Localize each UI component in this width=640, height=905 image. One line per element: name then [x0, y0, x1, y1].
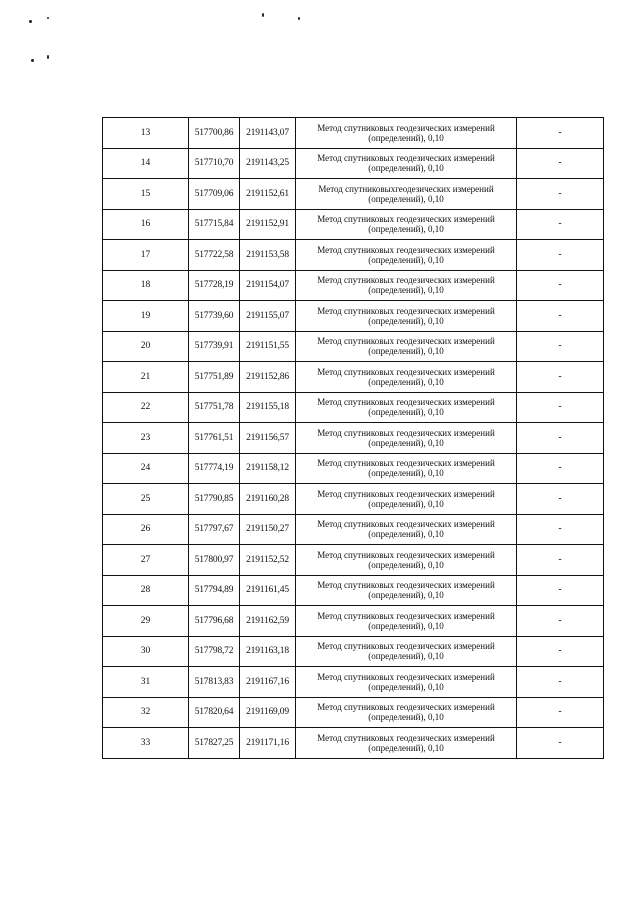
coordinate-y-cell: 2191171,16 [240, 728, 296, 759]
description-cell: - [517, 209, 604, 240]
description-cell: - [517, 362, 604, 393]
point-number-cell: 29 [103, 606, 189, 637]
point-number-cell: 16 [103, 209, 189, 240]
coordinate-x-cell: 517709,06 [189, 179, 240, 210]
coordinate-x-cell: 517722,58 [189, 240, 240, 271]
description-cell: - [517, 484, 604, 515]
table-row [103, 118, 604, 149]
table-row [103, 636, 604, 667]
point-number-cell: 31 [103, 667, 189, 698]
scan-speck [262, 13, 264, 17]
description-cell: - [517, 423, 604, 454]
description-cell: - [517, 453, 604, 484]
table-row [103, 301, 604, 332]
coordinate-y-cell: 2191143,25 [240, 148, 296, 179]
coordinate-x-cell: 517813,83 [189, 667, 240, 698]
coordinate-x-cell: 517800,97 [189, 545, 240, 576]
method-accuracy-cell: Метод спутниковых геодезических измерений (определений), 0,10 [296, 514, 517, 545]
method-accuracy-cell: Метод спутниковых геодезических измерений (определений), 0,10 [296, 575, 517, 606]
coordinate-y-cell: 2191158,12 [240, 453, 296, 484]
method-accuracy-cell: Метод спутниковыхгеодезических измерений (определений), 0,10 [296, 179, 517, 210]
method-accuracy-cell: Метод спутниковых геодезических измерений (определений), 0,10 [296, 270, 517, 301]
table-row [103, 575, 604, 606]
method-accuracy-cell: Метод спутниковых геодезических измерений (определений), 0,10 [296, 240, 517, 271]
scan-speck [29, 20, 32, 23]
method-accuracy-cell: Метод спутниковых геодезических измерений (определений), 0,10 [296, 331, 517, 362]
table-row [103, 270, 604, 301]
coordinate-y-cell: 2191153,58 [240, 240, 296, 271]
point-number-cell: 27 [103, 545, 189, 576]
table-body [103, 118, 604, 759]
scan-speck [47, 55, 49, 59]
table-row [103, 240, 604, 271]
description-cell: - [517, 667, 604, 698]
method-accuracy-cell: Метод спутниковых геодезических измерений (определений), 0,10 [296, 118, 517, 149]
method-accuracy-cell: Метод спутниковых геодезических измерений (определений), 0,10 [296, 209, 517, 240]
point-number-cell: 33 [103, 728, 189, 759]
coordinate-x-cell: 517739,60 [189, 301, 240, 332]
coordinate-x-cell: 517790,85 [189, 484, 240, 515]
description-cell: - [517, 606, 604, 637]
coordinate-y-cell: 2191167,16 [240, 667, 296, 698]
description-cell: - [517, 514, 604, 545]
method-accuracy-cell: Метод спутниковых геодезических измерений (определений), 0,10 [296, 697, 517, 728]
scan-speck [31, 59, 34, 62]
coordinate-y-cell: 2191156,57 [240, 423, 296, 454]
point-number-cell: 19 [103, 301, 189, 332]
table-row [103, 148, 604, 179]
table-row [103, 514, 604, 545]
method-accuracy-cell: Метод спутниковых геодезических измерений (определений), 0,10 [296, 362, 517, 393]
method-accuracy-cell: Метод спутниковых геодезических измерений (определений), 0,10 [296, 148, 517, 179]
point-number-cell: 20 [103, 331, 189, 362]
coordinate-y-cell: 2191155,07 [240, 301, 296, 332]
coordinate-y-cell: 2191152,91 [240, 209, 296, 240]
point-number-cell: 15 [103, 179, 189, 210]
coordinate-x-cell: 517797,67 [189, 514, 240, 545]
point-number-cell: 22 [103, 392, 189, 423]
table-row [103, 209, 604, 240]
description-cell: - [517, 728, 604, 759]
method-accuracy-cell: Метод спутниковых геодезических измерений (определений), 0,10 [296, 545, 517, 576]
description-cell: - [517, 179, 604, 210]
scan-speck [298, 17, 300, 20]
point-number-cell: 21 [103, 362, 189, 393]
scan-speck [47, 17, 49, 19]
table-row [103, 362, 604, 393]
method-accuracy-cell: Метод спутниковых геодезических измерений (определений), 0,10 [296, 392, 517, 423]
coordinate-x-cell: 517715,84 [189, 209, 240, 240]
coordinate-y-cell: 2191150,27 [240, 514, 296, 545]
coordinate-y-cell: 2191152,52 [240, 545, 296, 576]
coordinate-y-cell: 2191151,55 [240, 331, 296, 362]
coordinate-x-cell: 517700,86 [189, 118, 240, 149]
table-row [103, 423, 604, 454]
point-number-cell: 23 [103, 423, 189, 454]
coordinate-y-cell: 2191169,09 [240, 697, 296, 728]
coordinate-y-cell: 2191155,18 [240, 392, 296, 423]
method-accuracy-cell: Метод спутниковых геодезических измерений (определений), 0,10 [296, 423, 517, 454]
point-number-cell: 24 [103, 453, 189, 484]
table-row [103, 697, 604, 728]
coordinate-x-cell: 517820,64 [189, 697, 240, 728]
description-cell: - [517, 301, 604, 332]
coordinate-x-cell: 517728,19 [189, 270, 240, 301]
point-number-cell: 30 [103, 636, 189, 667]
table-row [103, 392, 604, 423]
coordinate-x-cell: 517798,72 [189, 636, 240, 667]
coordinate-x-cell: 517827,25 [189, 728, 240, 759]
coordinate-y-cell: 2191152,86 [240, 362, 296, 393]
coordinate-y-cell: 2191143,07 [240, 118, 296, 149]
coordinate-x-cell: 517751,78 [189, 392, 240, 423]
method-accuracy-cell: Метод спутниковых геодезических измерений (определений), 0,10 [296, 636, 517, 667]
description-cell: - [517, 240, 604, 271]
method-accuracy-cell: Метод спутниковых геодезических измерений (определений), 0,10 [296, 728, 517, 759]
point-number-cell: 13 [103, 118, 189, 149]
table-row [103, 453, 604, 484]
point-number-cell: 17 [103, 240, 189, 271]
table-row [103, 728, 604, 759]
coordinate-y-cell: 2191162,59 [240, 606, 296, 637]
method-accuracy-cell: Метод спутниковых геодезических измерений (определений), 0,10 [296, 453, 517, 484]
description-cell: - [517, 697, 604, 728]
coordinate-x-cell: 517761,51 [189, 423, 240, 454]
method-accuracy-cell: Метод спутниковых геодезических измерений (определений), 0,10 [296, 484, 517, 515]
table-row [103, 545, 604, 576]
table-row [103, 484, 604, 515]
description-cell: - [517, 575, 604, 606]
table-row [103, 179, 604, 210]
coordinate-y-cell: 2191160,28 [240, 484, 296, 515]
point-number-cell: 18 [103, 270, 189, 301]
description-cell: - [517, 392, 604, 423]
point-number-cell: 32 [103, 697, 189, 728]
method-accuracy-cell: Метод спутниковых геодезических измерений (определений), 0,10 [296, 301, 517, 332]
coordinate-x-cell: 517794,89 [189, 575, 240, 606]
description-cell: - [517, 118, 604, 149]
point-number-cell: 25 [103, 484, 189, 515]
table-row [103, 667, 604, 698]
coordinate-y-cell: 2191161,45 [240, 575, 296, 606]
table-row [103, 331, 604, 362]
coordinate-x-cell: 517796,68 [189, 606, 240, 637]
coordinate-x-cell: 517710,70 [189, 148, 240, 179]
coordinate-y-cell: 2191163,18 [240, 636, 296, 667]
description-cell: - [517, 148, 604, 179]
coordinate-x-cell: 517739,91 [189, 331, 240, 362]
coordinates-table [102, 117, 604, 759]
coordinate-y-cell: 2191154,07 [240, 270, 296, 301]
description-cell: - [517, 331, 604, 362]
point-number-cell: 28 [103, 575, 189, 606]
coordinate-y-cell: 2191152,61 [240, 179, 296, 210]
table-row [103, 606, 604, 637]
description-cell: - [517, 545, 604, 576]
description-cell: - [517, 270, 604, 301]
method-accuracy-cell: Метод спутниковых геодезических измерений (определений), 0,10 [296, 667, 517, 698]
method-accuracy-cell: Метод спутниковых геодезических измерений (определений), 0,10 [296, 606, 517, 637]
point-number-cell: 14 [103, 148, 189, 179]
description-cell: - [517, 636, 604, 667]
coordinate-x-cell: 517751,89 [189, 362, 240, 393]
coordinate-x-cell: 517774,19 [189, 453, 240, 484]
point-number-cell: 26 [103, 514, 189, 545]
